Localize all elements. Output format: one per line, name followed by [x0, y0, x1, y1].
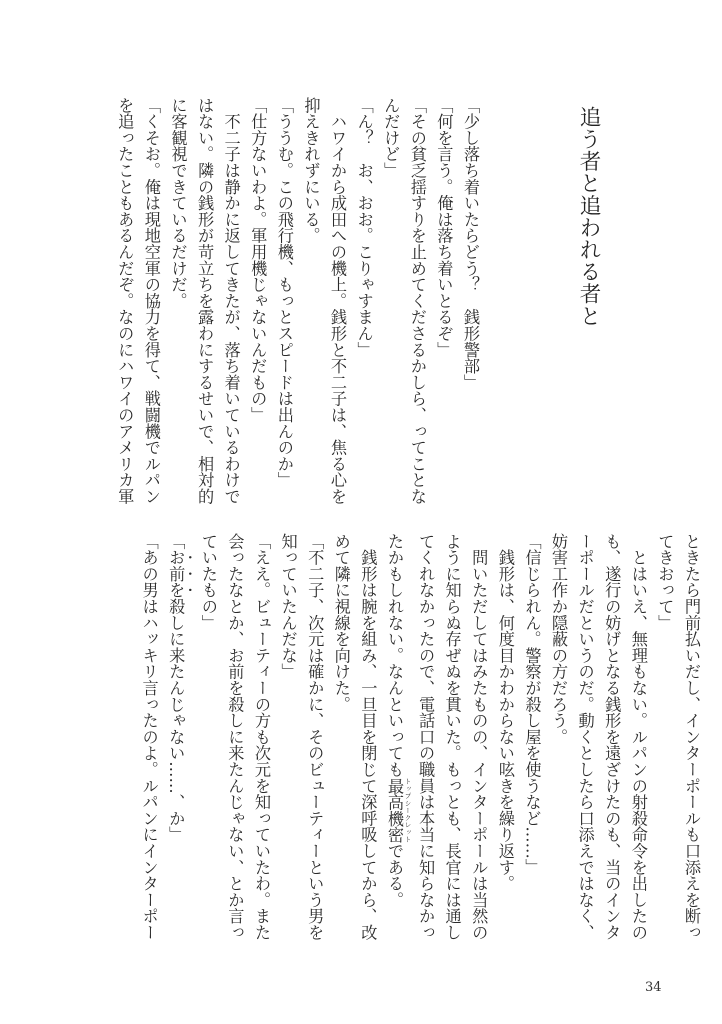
text-line: も、遂行の妨げとなる銭形を遠ざけたのも、当のインタ: [602, 533, 622, 941]
text-line: 問いただしてはみたものの、インターポールは当然の: [469, 533, 489, 941]
chapter-title: 追う者と追われる者と: [576, 106, 601, 327]
top-text-block: [111, 97, 483, 505]
emphasized-text: お前を: [166, 549, 186, 599]
text-segment: たかもしれない。なんといっても: [384, 533, 404, 778]
text-line: 「仕方ないわよ。軍用機じゃないんだもの」: [248, 97, 268, 423]
ruby-reading: トップシークレット: [403, 777, 412, 843]
text-line: を追ったこともあるんだぞ。なのにハワイのアメリカ軍: [115, 97, 135, 505]
text-line: ように知らぬ存ぜぬを貫いた。もっとも、長官には通し: [442, 533, 462, 941]
text-line: んだけど」: [381, 97, 401, 179]
ruby-base: 最高機密: [384, 777, 404, 843]
text-line: ーポールだというのだ。動くとしたら口添えではなく、: [575, 533, 595, 941]
text-line: 「ええ。ビューティーの方も次元を知っていたわ。また: [252, 533, 271, 941]
text-line: [162, 533, 195, 948]
text-line: てくれなかったので、電話口の職員は本当に知らなかっ: [416, 533, 436, 941]
text-line: てきおって」: [655, 533, 675, 631]
text-line: 「不二子、次元は確かに、そのビューティーという男を: [305, 533, 325, 941]
text-line: 会ったなとか、お前を殺しに来たんじゃない、とか言っ: [225, 533, 245, 941]
text-line: とはいえ、無理もない。ルパンの射殺命令を出したの: [628, 533, 648, 941]
text-line: めて隣に視線を向けた。: [331, 533, 351, 713]
text-line: 「くそお。俺は現地空軍の協力を得て、戦闘機でルパン: [141, 97, 161, 505]
text-line: ときたら門前払いだし、インターポールも口添えを断っ: [682, 533, 701, 941]
page-number: 34: [645, 980, 662, 995]
text-line: に客観視できているだけだ。: [168, 97, 188, 309]
text-segment: 「: [166, 533, 186, 550]
text-segment: である。: [384, 842, 404, 908]
text-line: 抑えきれずにいる。: [301, 97, 321, 244]
text-line: 「信じられん。警察が殺し屋を使うなど……」: [522, 533, 542, 876]
ruby-annotated-text: [384, 777, 412, 843]
text-segment: 殺しに来たんじゃない……、か」: [166, 598, 186, 843]
text-line: 「少し落ち着いたらどう？ 銭形警部」: [461, 97, 480, 391]
text-line: 知っていたんだな」: [278, 533, 298, 680]
text-line: 銭形は腕を組み、一旦目を閉じて深呼吸してから、改: [358, 533, 378, 941]
text-line: ていたもの」: [198, 533, 218, 631]
text-line: 「あの男はハッキリ言ったのよ。ルパンにインターポー: [139, 533, 159, 941]
text-line: 妨害工作か隠蔽の方だろう。: [549, 533, 569, 745]
bottom-text-block: [135, 533, 704, 948]
text-line: 「ううむ。この飛行機、もっとスピードは出んのか」: [274, 97, 294, 489]
text-line: ハワイから成田への機上。銭形と不二子は、焦る心を: [328, 97, 348, 505]
text-line: 不二子は静かに返してきたが、落ち着いているわけで: [221, 97, 241, 505]
text-line: 「何を言う。俺は落ち着いとるぞ」: [434, 97, 454, 358]
text-line: [380, 533, 411, 948]
text-line: はない。隣の銭形が苛立ちを露わにするせいで、相対的: [195, 97, 215, 505]
text-line: 「ん？ お、おお。こりゃすまん」: [354, 97, 374, 358]
text-line: 「その貧乏揺すりを止めてくださるかしら、ってことな: [407, 97, 427, 505]
text-line: 銭形は、何度目かわからない呟きを繰り返す。: [495, 533, 515, 892]
